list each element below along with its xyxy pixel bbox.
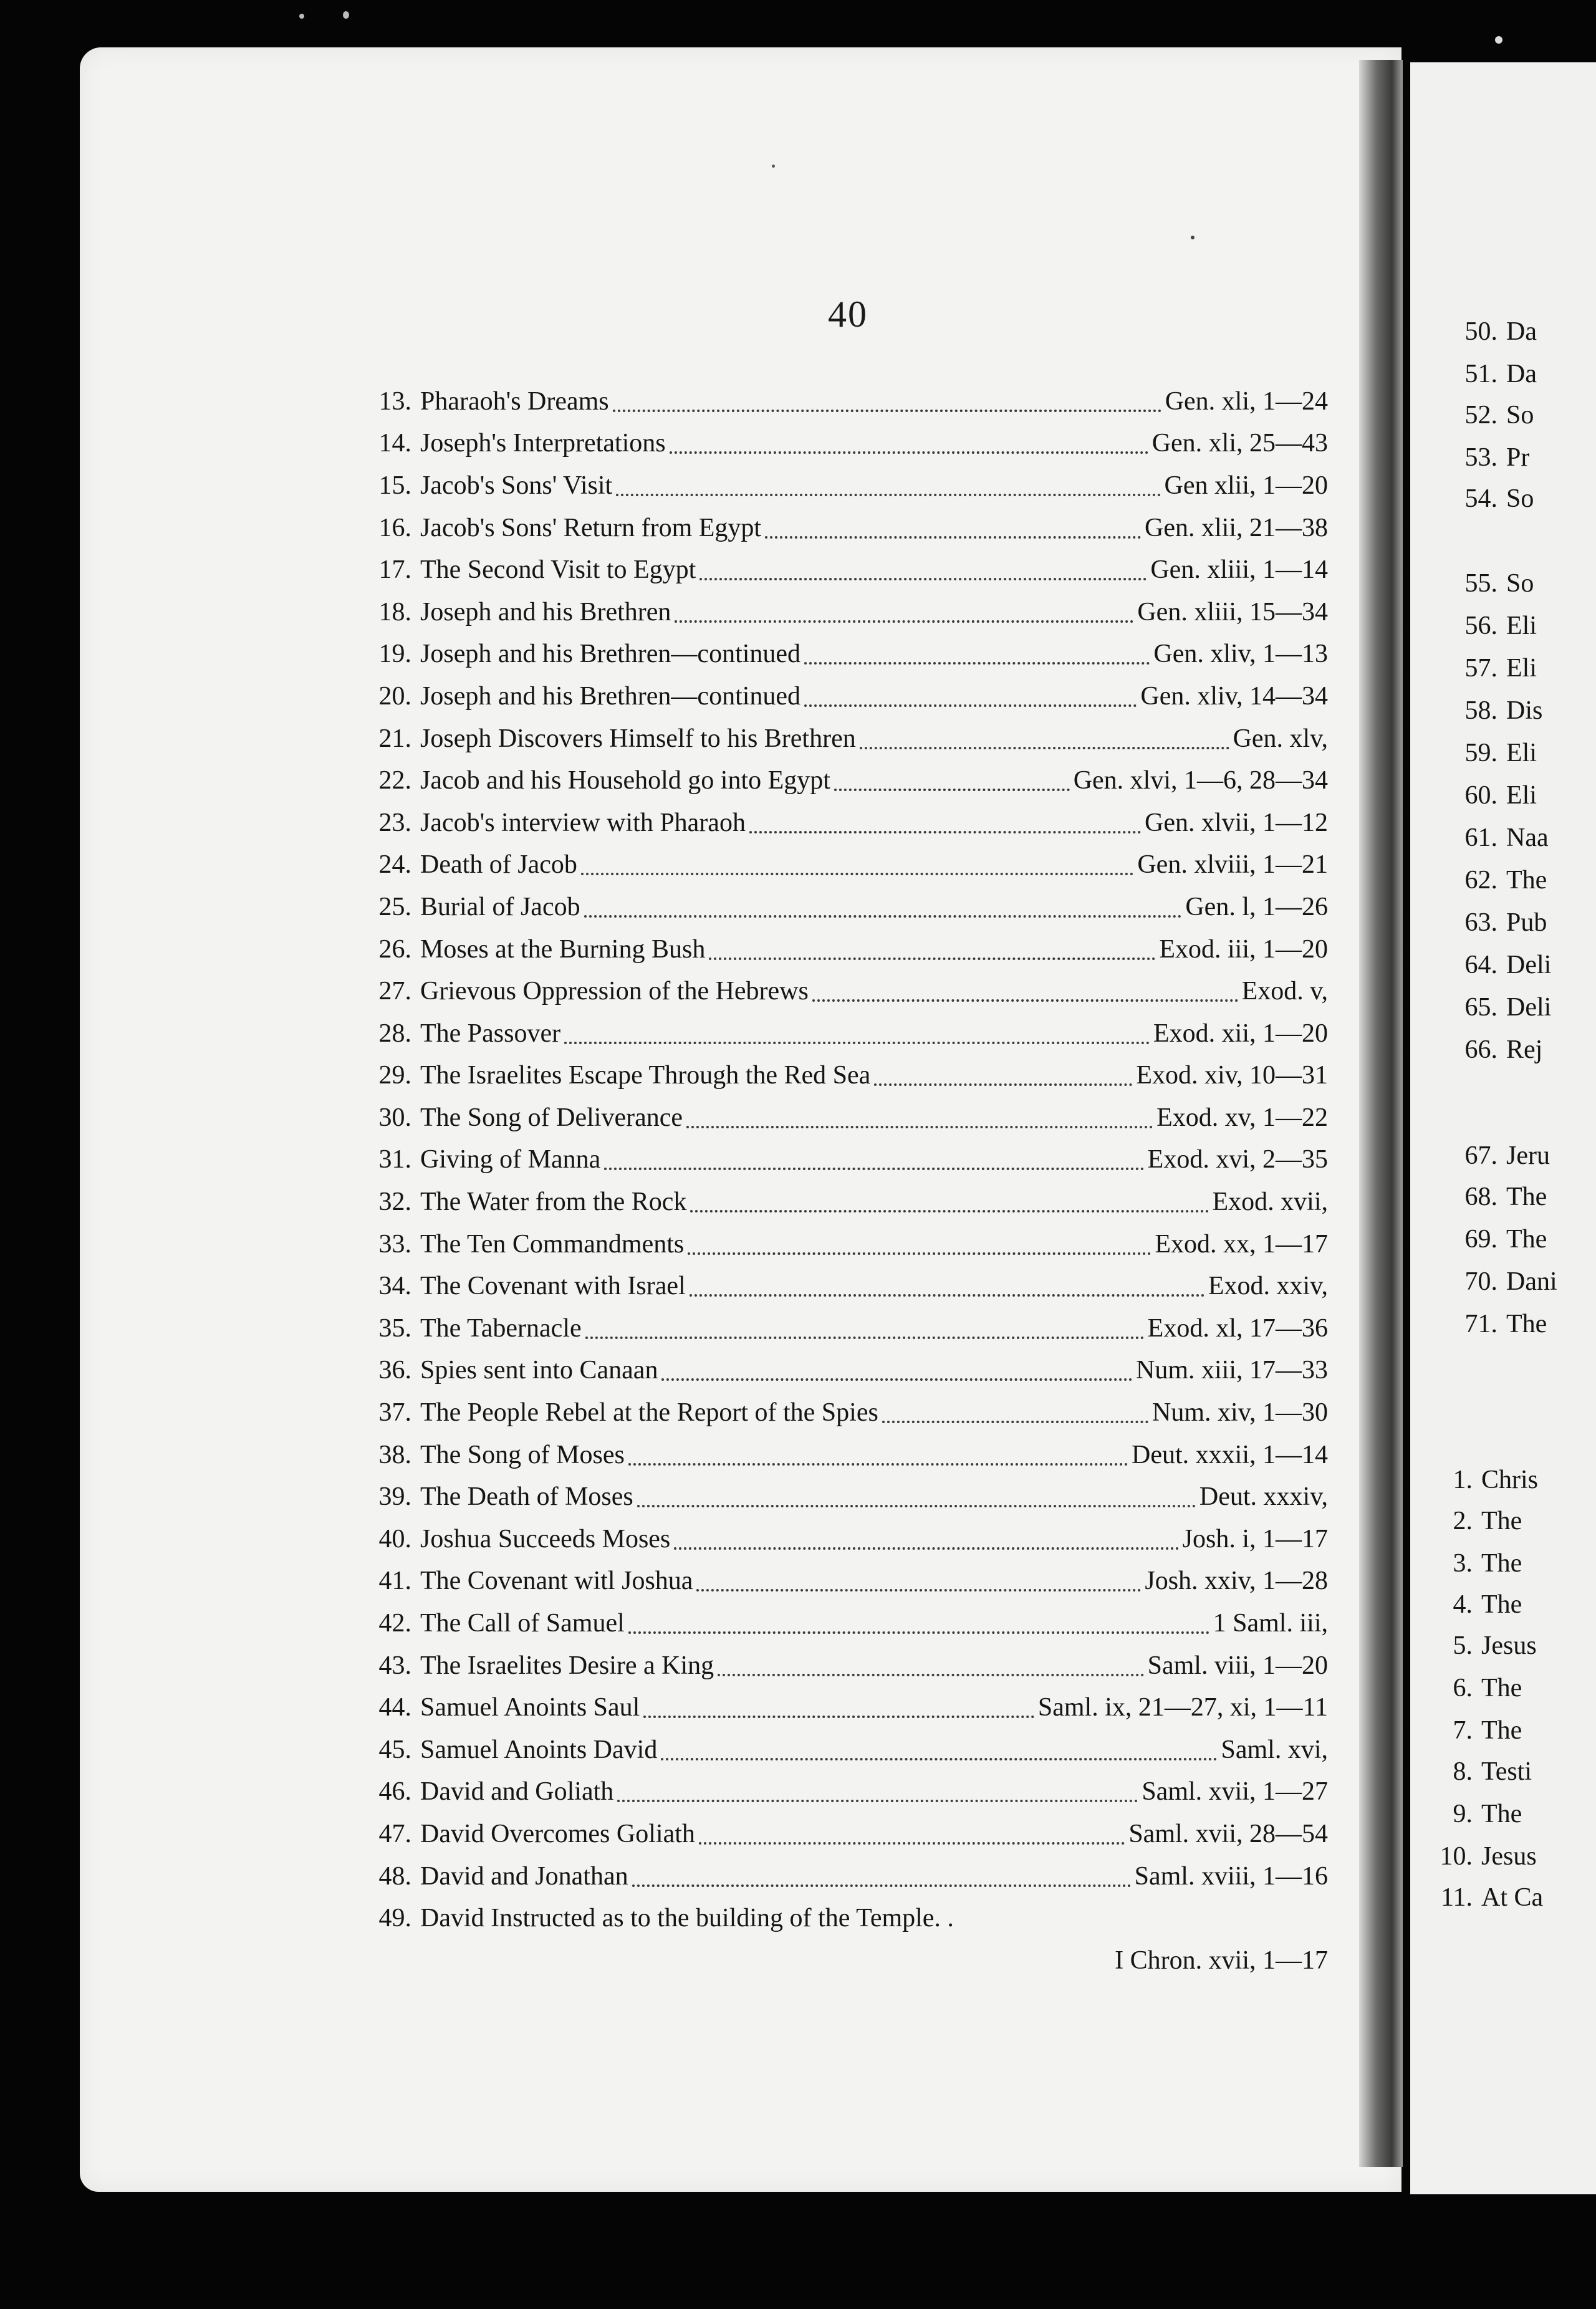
entry-reference: Gen. xlviii, 1—21 <box>1137 850 1328 880</box>
entry-title: So <box>1506 484 1534 513</box>
list-item <box>355 591 1328 633</box>
entry-reference: Josh. i, 1—17 <box>1182 1524 1328 1553</box>
entry-number: 27. <box>378 977 411 1006</box>
entry-title: The Ten Commandments <box>420 1229 685 1259</box>
entry-title: Joseph and his Brethren <box>420 597 671 626</box>
dot-leader <box>690 1184 1208 1212</box>
list-item <box>355 1897 1328 1939</box>
table-of-contents <box>355 380 1328 1982</box>
entry-title: Pharaoh's Dreams <box>420 386 609 416</box>
entry-number: 19. <box>378 640 411 669</box>
list-item <box>355 1602 1328 1644</box>
book-gutter <box>1359 60 1403 2167</box>
entry-number: 37. <box>378 1398 411 1428</box>
entry-reference: Saml. xviii, 1—16 <box>1134 1861 1328 1891</box>
entry-title: Jesus <box>1481 1631 1537 1660</box>
entry-title: Jacob and his Household go into Egypt <box>420 766 830 795</box>
right-page-entry <box>1429 738 1537 768</box>
entry-number: 46. <box>378 1777 411 1807</box>
dot-leader <box>637 1479 1196 1507</box>
dot-leader <box>749 805 1141 833</box>
entry-number: 29. <box>378 1061 411 1090</box>
entry-title: The Israelites Escape Through the Red Sea <box>420 1061 871 1090</box>
entry-number: 7. <box>1453 1716 1473 1745</box>
right-page-entry <box>1429 484 1534 514</box>
entry-title: Naa <box>1506 823 1549 852</box>
entry-number: 30. <box>378 1103 411 1132</box>
entry-title: Da <box>1506 360 1537 388</box>
entry-title: Eli <box>1506 654 1537 683</box>
entry-reference: Saml. viii, 1—20 <box>1147 1651 1328 1680</box>
right-page-entry <box>1429 611 1537 641</box>
entry-number: 51. <box>1464 360 1497 388</box>
entry-number: 16. <box>378 513 411 542</box>
dot-leader <box>696 1563 1141 1591</box>
entry-number: 6. <box>1453 1674 1473 1702</box>
entry-number: 52. <box>1464 401 1497 430</box>
entry-title: Joshua Succeeds Moses <box>420 1524 671 1553</box>
entry-number: 43. <box>378 1651 411 1680</box>
entry-title: Chris <box>1481 1466 1539 1494</box>
dot-leader <box>690 1268 1204 1297</box>
entry-title: Moses at the Burning Bush <box>420 934 706 964</box>
entry-title: The <box>1481 1507 1522 1535</box>
entry-title: Grievous Oppression of the Hebrews <box>420 977 809 1006</box>
entry-title: The <box>1481 1716 1522 1745</box>
entry-number: 62. <box>1464 866 1497 895</box>
entry-reference: Saml. xvii, 1—27 <box>1142 1777 1328 1807</box>
entry-title: Joseph's Interpretations <box>420 429 666 458</box>
entry-title: David and Goliath <box>420 1777 614 1807</box>
entry-number: 39. <box>378 1482 411 1512</box>
entry-number: 57. <box>1464 654 1497 683</box>
dot-leader <box>661 1352 1132 1381</box>
entry-title: Jesus <box>1481 1842 1537 1871</box>
entry-reference: Num. xiv, 1—30 <box>1152 1398 1328 1428</box>
dot-leader <box>616 468 1160 496</box>
list-item <box>355 1644 1328 1687</box>
entry-number: 21. <box>378 724 411 753</box>
entry-reference: Exod. xx, 1—17 <box>1155 1229 1328 1259</box>
entry-number: 35. <box>378 1313 411 1343</box>
entry-number: 17. <box>378 555 411 585</box>
right-page-entry <box>1410 1757 1532 1787</box>
entry-reference: Exod. xl, 17—36 <box>1147 1313 1328 1343</box>
list-item <box>355 1223 1328 1265</box>
entry-reference: Num. xiii, 17—33 <box>1135 1356 1328 1385</box>
right-page-entry <box>1429 823 1549 853</box>
entry-number: 42. <box>378 1609 411 1638</box>
entry-number: 54. <box>1464 484 1497 513</box>
entry-reference: 1 Saml. iii, <box>1213 1609 1328 1638</box>
entry-title: Dani <box>1506 1267 1557 1296</box>
entry-number: 3. <box>1453 1549 1473 1578</box>
list-item <box>355 928 1328 971</box>
dot-leader <box>718 1648 1143 1676</box>
entry-title: Deli <box>1506 951 1552 979</box>
list-item <box>355 1855 1328 1898</box>
dot-leader <box>617 1774 1138 1802</box>
dot-leader <box>613 383 1161 412</box>
entry-number: 63. <box>1464 908 1497 937</box>
right-page-entry <box>1410 1506 1522 1536</box>
entry-reference: Saml. ix, 21—27, xi, 1—11 <box>1037 1693 1328 1722</box>
entry-title: The Covenant witl Joshua <box>420 1567 693 1596</box>
list-item <box>355 1686 1328 1729</box>
list-item <box>355 1560 1328 1603</box>
right-page-entry <box>1429 1309 1547 1339</box>
dot-leader <box>699 552 1147 580</box>
entry-number: 60. <box>1464 781 1497 810</box>
entry-number: 18. <box>378 597 411 626</box>
entry-reference: Deut. xxxii, 1—14 <box>1132 1440 1328 1469</box>
entry-title: So <box>1506 401 1534 430</box>
scan-speck <box>343 11 349 19</box>
entry-title: Jacob's interview with Pharaoh <box>420 808 746 837</box>
right-page-entry <box>1429 1035 1542 1065</box>
dot-leader <box>804 636 1150 665</box>
entry-number: 33. <box>378 1229 411 1259</box>
entry-reference: Gen. xliv, 14—34 <box>1140 681 1328 711</box>
entry-title: The Covenant with Israel <box>420 1272 686 1301</box>
right-page-entry <box>1429 359 1537 389</box>
right-page <box>1410 62 1596 2194</box>
dot-leader <box>581 847 1133 875</box>
right-page-entry <box>1410 1548 1522 1578</box>
entry-number: 25. <box>378 892 411 921</box>
entry-reference: Gen. xli, 25—43 <box>1151 429 1328 458</box>
entry-title: David Overcomes Goliath <box>420 1819 695 1848</box>
entry-title: Jacob's Sons' Return from Egypt <box>420 513 762 542</box>
entry-number: 5. <box>1453 1631 1473 1660</box>
list-item <box>355 1139 1328 1181</box>
dot-leader <box>628 1437 1128 1466</box>
right-page-entry <box>1410 1799 1522 1829</box>
list-item <box>355 1434 1328 1476</box>
dot-leader <box>675 594 1133 623</box>
entry-number: 66. <box>1464 1035 1497 1064</box>
list-item <box>355 844 1328 886</box>
right-page-entry <box>1429 696 1542 726</box>
entry-reference: Gen xlii, 1—20 <box>1164 471 1328 500</box>
entry-number: 22. <box>378 766 411 795</box>
dot-leader <box>860 721 1229 749</box>
right-page-entry <box>1429 992 1551 1022</box>
entry-number: 14. <box>378 429 411 458</box>
entry-number: 47. <box>378 1819 411 1848</box>
scan-speck <box>299 14 304 19</box>
entry-reference: Saml. xvi, <box>1221 1735 1328 1764</box>
entry-title: Samuel Anoints David <box>420 1735 658 1764</box>
entry-title: The <box>1481 1800 1522 1828</box>
entry-reference: Gen. xliii, 15—34 <box>1137 597 1328 626</box>
right-page-entry <box>1429 908 1547 938</box>
entry-number: 50. <box>1464 317 1497 346</box>
list-item <box>355 1729 1328 1771</box>
entry-number: 1. <box>1453 1466 1473 1494</box>
entry-title: Da <box>1506 317 1537 346</box>
list-item <box>355 1265 1328 1307</box>
entry-title: The Water from the Rock <box>420 1188 687 1217</box>
list-item <box>355 1012 1328 1055</box>
right-page-entry <box>1410 1631 1537 1661</box>
entry-title: The <box>1506 1183 1547 1211</box>
entry-title: Samuel Anoints Saul <box>420 1693 640 1722</box>
list-item <box>355 507 1328 549</box>
entry-number: 58. <box>1464 696 1497 725</box>
entry-reference: Exod. v, <box>1241 977 1328 1006</box>
dot-leader <box>643 1689 1034 1718</box>
dot-leader <box>709 931 1155 960</box>
entry-reference: Gen. xli, 1—24 <box>1165 386 1328 416</box>
dot-leader <box>661 1732 1217 1760</box>
entry-number: 26. <box>378 934 411 964</box>
dot-leader <box>874 1057 1132 1086</box>
entry-number: 36. <box>378 1356 411 1385</box>
entry-number: 56. <box>1464 612 1497 640</box>
entry-title: The Song of Moses <box>420 1440 625 1469</box>
entry-number: 31. <box>378 1145 411 1174</box>
right-page-entry <box>1429 865 1547 895</box>
list-item <box>355 1181 1328 1223</box>
entry-title: Joseph and his Brethren—continued <box>420 640 801 669</box>
entry-number: 20. <box>378 681 411 711</box>
entry-reference: Exod. xii, 1—20 <box>1153 1019 1328 1048</box>
scan-speck <box>1495 36 1502 44</box>
continuation-line <box>355 1939 1328 1982</box>
dot-leader <box>628 1605 1209 1634</box>
entry-number: 40. <box>378 1524 411 1553</box>
entry-reference: Exod. xxiv, <box>1208 1272 1328 1301</box>
list-item <box>355 633 1328 676</box>
entry-title: The Passover <box>420 1019 561 1048</box>
entry-number: 9. <box>1453 1800 1473 1828</box>
dot-leader <box>686 1100 1153 1128</box>
list-item <box>355 1350 1328 1392</box>
right-page-entry <box>1429 1224 1547 1254</box>
entry-title: Spies sent into Canaan <box>420 1356 658 1385</box>
dot-leader <box>834 762 1070 791</box>
entry-reference: Gen. xliv, 1—13 <box>1153 640 1328 669</box>
entry-number: 11. <box>1441 1883 1473 1912</box>
entry-reference: I Chron. xvii, 1—17 <box>1115 1946 1328 1975</box>
list-item <box>355 718 1328 760</box>
list-item <box>355 802 1328 844</box>
entry-title: David Instructed as to the building of the Temple. . <box>420 1904 954 1933</box>
right-page-entry <box>1429 400 1534 430</box>
entry-title: Joseph Discovers Himself to his Brethren <box>420 724 856 753</box>
list-item <box>355 675 1328 718</box>
entry-number: 64. <box>1464 951 1497 979</box>
entry-number: 59. <box>1464 739 1497 767</box>
list-item <box>355 1771 1328 1813</box>
entry-title: So <box>1506 569 1534 598</box>
scan-speck <box>1191 236 1195 239</box>
list-item <box>355 1813 1328 1855</box>
entry-number: 55. <box>1464 569 1497 598</box>
dot-leader <box>604 1141 1143 1170</box>
entry-title: The Tabernacle <box>420 1313 582 1343</box>
entry-title: Rej <box>1506 1035 1543 1064</box>
entry-reference: Gen. xlvi, 1—6, 28—34 <box>1073 766 1328 795</box>
entry-title: The <box>1481 1549 1522 1578</box>
right-page-entry <box>1429 569 1534 598</box>
dot-leader <box>585 1310 1144 1339</box>
entry-reference: Gen. xliii, 1—14 <box>1150 555 1328 585</box>
entry-number: 4. <box>1453 1590 1473 1619</box>
entry-number: 68. <box>1464 1183 1497 1211</box>
entry-number: 28. <box>378 1019 411 1048</box>
right-page-entry <box>1429 653 1537 683</box>
right-page-entry <box>1429 1267 1557 1297</box>
list-item <box>355 1097 1328 1139</box>
entry-reference: Gen. xlv, <box>1233 724 1328 753</box>
dot-leader <box>688 1226 1151 1255</box>
entry-title: Jeru <box>1506 1141 1550 1170</box>
list-item <box>355 549 1328 591</box>
right-page-entry <box>1429 780 1537 810</box>
list-item <box>355 464 1328 507</box>
entry-number: 10. <box>1440 1842 1473 1871</box>
entry-number: 67. <box>1464 1141 1497 1170</box>
right-page-entry <box>1410 1673 1522 1703</box>
entry-title: Testi <box>1481 1757 1532 1786</box>
list-item <box>355 886 1328 928</box>
entry-title: The <box>1481 1674 1522 1702</box>
entry-reference: Saml. xvii, 28—54 <box>1128 1819 1328 1848</box>
entry-title: Eli <box>1506 781 1537 810</box>
entry-title: Dis <box>1506 696 1543 725</box>
page-number: 40 <box>828 294 868 335</box>
right-page-entry <box>1410 1465 1538 1495</box>
list-item <box>355 759 1328 802</box>
right-page-entry <box>1410 1590 1522 1620</box>
list-item <box>355 380 1328 423</box>
right-page-entry <box>1410 1841 1537 1871</box>
entry-reference: Exod. xiv, 10—31 <box>1136 1061 1328 1090</box>
entry-number: 2. <box>1453 1507 1473 1535</box>
entry-number: 44. <box>378 1693 411 1722</box>
entry-title: Deli <box>1506 993 1552 1022</box>
entry-reference: Exod. xvi, 2—35 <box>1147 1145 1328 1174</box>
entry-number: 53. <box>1464 443 1497 472</box>
entry-number: 15. <box>378 471 411 500</box>
entry-reference: Gen. l, 1—26 <box>1185 892 1328 921</box>
entry-title: The Call of Samuel <box>420 1609 625 1638</box>
entry-title: The Second Visit to Egypt <box>420 555 696 585</box>
entry-number: 32. <box>378 1188 411 1217</box>
entry-title: Joseph and his Brethren—continued <box>420 681 801 711</box>
dot-leader <box>632 1858 1131 1887</box>
entry-title: Burial of Jacob <box>420 892 580 921</box>
dot-leader <box>882 1395 1148 1423</box>
entry-number: 65. <box>1464 993 1497 1022</box>
list-item <box>355 1518 1328 1560</box>
dot-leader <box>584 889 1182 918</box>
entry-reference: Josh. xxiv, 1—28 <box>1145 1567 1328 1596</box>
entry-title: Jacob's Sons' Visit <box>420 471 613 500</box>
entry-title: At Ca <box>1481 1883 1544 1912</box>
list-item <box>355 1055 1328 1097</box>
right-page-entry <box>1410 1716 1522 1745</box>
right-page-entry <box>1410 1883 1543 1913</box>
right-page-entry <box>1429 950 1551 980</box>
entry-title: David and Jonathan <box>420 1861 628 1891</box>
entry-title: Eli <box>1506 612 1537 640</box>
entry-number: 70. <box>1464 1267 1497 1296</box>
entry-number: 69. <box>1464 1225 1497 1254</box>
list-item <box>355 1391 1328 1434</box>
entry-reference: Gen. xlii, 21—38 <box>1145 513 1328 542</box>
right-page-entry <box>1429 317 1537 347</box>
entry-title: The Israelites Desire a King <box>420 1651 714 1680</box>
entry-number: 48. <box>378 1861 411 1891</box>
entry-number: 71. <box>1464 1310 1497 1338</box>
entry-number: 41. <box>378 1567 411 1596</box>
right-page-entry <box>1429 1182 1547 1212</box>
dot-leader <box>564 1015 1150 1044</box>
entry-title: Death of Jacob <box>420 850 577 880</box>
dot-leader <box>804 678 1137 707</box>
entry-number: 24. <box>378 850 411 880</box>
entry-title: The Song of Deliverance <box>420 1103 683 1132</box>
entry-reference: Gen. xlvii, 1—12 <box>1145 808 1328 837</box>
dot-leader <box>765 510 1141 539</box>
entry-number: 34. <box>378 1272 411 1301</box>
dot-leader <box>674 1521 1178 1550</box>
entry-title: The <box>1506 1310 1547 1338</box>
entry-reference: Exod. xvii, <box>1212 1188 1328 1217</box>
entry-title: Giving of Manna <box>420 1145 601 1174</box>
entry-reference: Exod. iii, 1—20 <box>1159 934 1328 964</box>
entry-number: 38. <box>378 1440 411 1469</box>
entry-title: The <box>1506 866 1547 895</box>
entry-number: 23. <box>378 808 411 837</box>
entry-number: 61. <box>1464 823 1497 852</box>
dot-leader <box>670 425 1148 454</box>
scan-speck <box>772 165 775 168</box>
entry-title: Eli <box>1506 739 1537 767</box>
entry-title: The Death of Moses <box>420 1482 633 1512</box>
entry-title: Pub <box>1506 908 1547 937</box>
entry-reference: Deut. xxxiv, <box>1199 1482 1328 1512</box>
entry-title: The <box>1481 1590 1522 1619</box>
entry-title: Pr <box>1506 443 1530 472</box>
entry-title: The People Rebel at the Report of the Spies <box>420 1398 878 1428</box>
list-item <box>355 1476 1328 1518</box>
right-page-entry <box>1429 1141 1550 1171</box>
entry-number: 45. <box>378 1735 411 1764</box>
entry-number: 13. <box>378 386 411 416</box>
dot-leader <box>699 1816 1125 1845</box>
dot-leader <box>812 973 1238 1002</box>
entry-reference: Exod. xv, 1—22 <box>1156 1103 1328 1132</box>
list-item <box>355 423 1328 465</box>
entry-title: The <box>1506 1225 1547 1254</box>
entry-number: 8. <box>1453 1757 1473 1786</box>
list-item <box>355 1307 1328 1350</box>
entry-number: 49. <box>378 1904 411 1933</box>
right-page-entry <box>1429 443 1529 473</box>
list-item <box>355 970 1328 1012</box>
